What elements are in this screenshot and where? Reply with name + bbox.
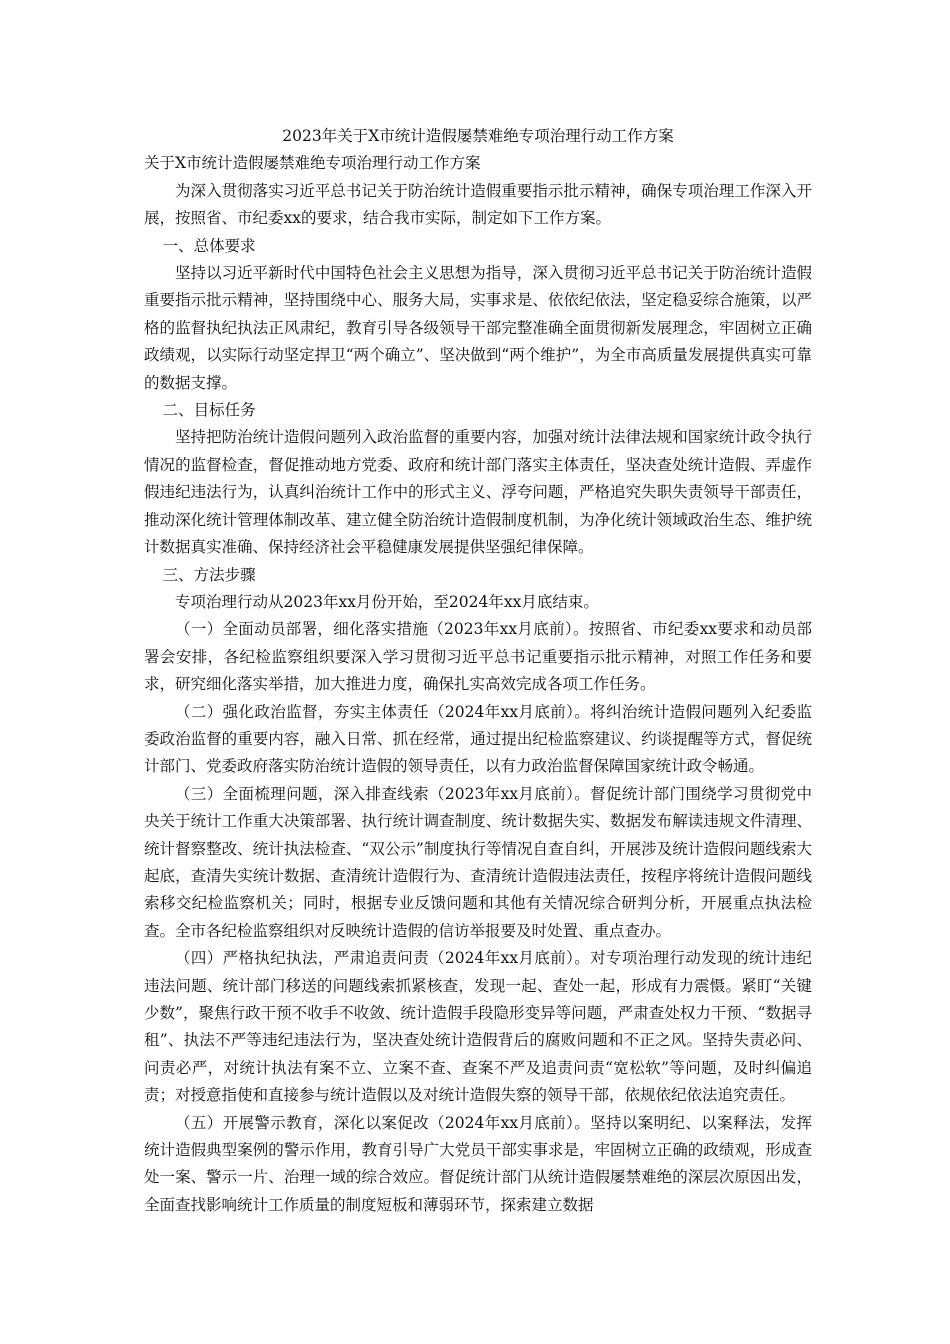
section-body-2: 坚持把防治统计造假问题列入政治监督的重要内容，加强对统计法律法规和国家统计政令执行情况的监督检查，督促推动地方党委、政府和统计部门落实主体责任，坚决查处统计造假、弄虚作假违纪违法行为，认真纠治统计工作中的形式主义、浮夸问题，严格追究失职失责领导干部责任，推动深化统计管理体制改革、建立健全防治统计造假制度机制，为净化统计领域政治生态、维护统计数据真实准确、保持经济社会平稳健康发展提供坚强纪律保障。: [144, 428, 812, 557]
section-heading-1: 一、总体要求: [162, 236, 256, 255]
section-body-1: 坚持以习近平新时代中国特色社会主义思想为指导，深入贯彻习近平总书记关于防治统计造假重要指示批示精神，坚持围绕中心、服务大局，实事求是、依依纪依法，坚定稳妥综合施策，以严格的监督执纪执法正风肃纪，教育引导各级领导干部完整准确全面贯彻新发展理念，牢固树立正确政绩观，以实际行动坚定捍卫“两个确立”、坚决做到“两个维护”，为全市高质量发展提供真实可靠的数据支撑。: [144, 264, 812, 392]
document-subtitle: 关于X市统计造假屡禁难绝专项治理行动工作方案: [144, 154, 481, 173]
document-title: 2023年关于X市统计造假屡禁难绝专项治理行动工作方案: [282, 127, 674, 145]
step-paragraph-2: （二）强化政治监督，夯实主体责任（2024年xx月底前）。将纠治统计造假问题列入纪委监委政治监督的重要内容，融入日常、抓在经常，通过提出纪检监察建议、约谈提醒等方式，督促统计部门、党委政府落实防治统计造假的领导责任，以有力政治监督保障国家统计政令畅通。: [144, 702, 812, 776]
document-body: [144, 123, 812, 1219]
section-heading-2: 二、目标任务: [162, 401, 256, 420]
step-paragraph-3: （三）全面梳理问题，深入排查线索（2023年xx月底前）。督促统计部门围绕学习贯彻党中央关于统计工作重大决策部署、执行统计调查制度、统计数据失实、数据发布解读违规文件清理、统计督察整改、统计执法检查、“双公示”制度执行等情况自查自纠，开展涉及统计造假问题线索大起底，查清失实统计数据、查清统计造假行为、查清统计造假违法责任，按程序将统计造假问题线索移交纪检监察机关；同时，根据专业反馈问题和其他有关情况综合研判分析，开展重点执法检查。全市各纪检监察组织对反映统计造假的信访举报要及时处置、重点查办。: [144, 784, 812, 940]
step-paragraph-1: （一）全面动员部署，细化落实措施（2023年xx月底前）。按照省、市纪委xx要求和动员部署会安排，各纪检监察组织要深入学习贯彻习近平总书记重要指示批示精神，对照工作任务和要求，研究细化落实举措，加大推进力度，确保扎实高效完成各项工作任务。: [144, 620, 812, 694]
intro-paragraph: 为深入贯彻落实习近平总书记关于防治统计造假重要指示批示精神，确保专项治理工作深入开展，按照省、市纪委xx的要求，结合我市实际，制定如下工作方案。: [144, 181, 812, 228]
section-heading-3: 三、方法步骤: [162, 565, 256, 584]
section-intro-3: 专项治理行动从2023年xx月份开始，至2024年xx月底结束。: [175, 592, 599, 611]
step-paragraph-4: （四）严格执纪执法，严肃追责问责（2024年xx月底前）。对专项治理行动发现的统计违纪违法问题、统计部门移送的问题线索抓紧核查，发现一起、查处一起，形成有力震慑。紧盯“关键少数”，聚焦行政干预不收手不收敛、统计造假手段隐形变异等问题，严肃查处权力干预、“数据寻租”、执法不严等违纪违法行为，坚决查处统计造假背后的腐败问题和不正之风。坚持失责必问、问责必严，对统计执法有案不立、立案不查、查案不严及追责问责“宽松软”等问题，及时纠偏追责；对授意指使和直接参与统计造假以及对统计造假失察的领导干部，依规依纪依法追究责任。: [144, 949, 812, 1105]
step-paragraph-5: （五）开展警示教育，深化以案促改（2024年xx月底前）。坚持以案明纪、以案释法，发挥统计造假典型案例的警示作用，教育引导广大党员干部实事求是，牢固树立正确的政绩观，形成查处一案、警示一片、治理一域的综合效应。督促统计部门从统计造假屡禁难绝的深层次原因出发，全面查找影响统计工作质量的制度短板和薄弱环节，探索建立数据: [144, 1113, 812, 1214]
